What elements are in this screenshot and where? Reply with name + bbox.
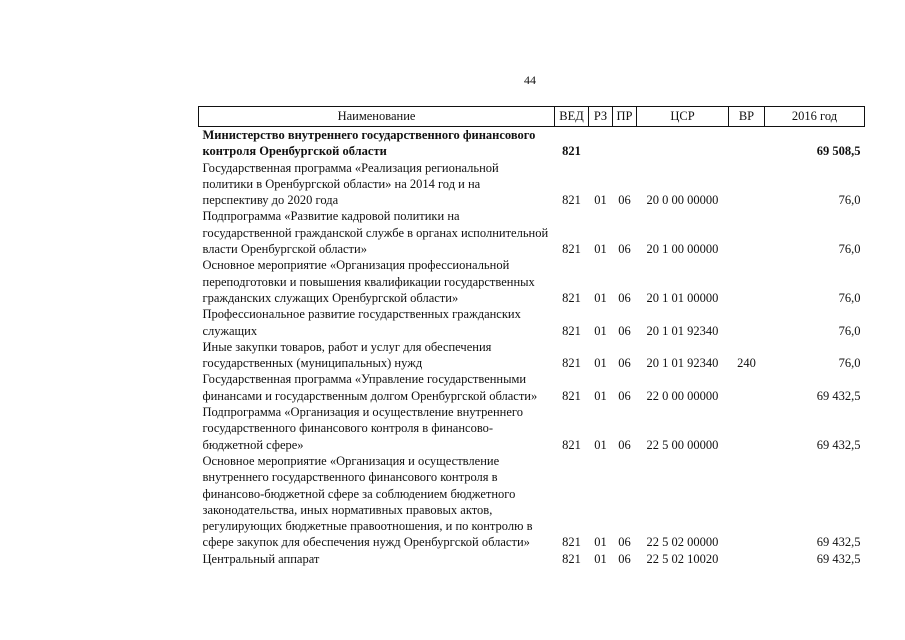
table-row: [199, 160, 865, 209]
cell-csr: 22 5 00 00000: [646, 437, 719, 452]
cell-name: Основное мероприятие «Организация профессиональной переподготовки и повышения квалификации государственных гражданских служащих Оренбургской области»: [202, 258, 535, 305]
cell-csr: 22 0 00 00000: [646, 388, 719, 403]
cell-vr: 240: [737, 356, 756, 371]
cell-csr: 22 5 02 10020: [646, 551, 719, 566]
cell-ved: 821: [562, 535, 581, 550]
table-row: [199, 404, 865, 453]
cell-vr: [729, 306, 765, 339]
cell-csr: 20 0 00 00000: [646, 193, 719, 208]
cell-sum: 69 508,5: [816, 144, 861, 159]
budget-table: [198, 106, 865, 567]
table-row: [199, 371, 865, 404]
cell-rz: 01: [594, 323, 607, 338]
cell-csr: [637, 127, 729, 160]
cell-name: Профессиональное развитие государственных гражданских служащих: [202, 307, 521, 338]
cell-csr: 20 1 01 00000: [646, 290, 719, 305]
cell-ved: 821: [562, 388, 581, 403]
cell-name: Подпрограмма «Развитие кадровой политики на государственной гражданской службе в органах исполнительной власти Оренбургской области»: [202, 209, 549, 257]
cell-name: Государственная программа «Реализация региональной политики в Оренбургской области» на 2014 год и на перспективу до 2020 года: [202, 160, 499, 208]
table-row: [199, 339, 865, 372]
table-row: [199, 453, 865, 551]
cell-pr: [613, 127, 637, 160]
cell-sum: 69 432,5: [816, 437, 861, 452]
table-row: [199, 306, 865, 339]
cell-pr: 06: [618, 551, 631, 566]
cell-ved: 821: [562, 144, 581, 159]
cell-vr: [729, 127, 765, 160]
cell-rz: [589, 127, 613, 160]
header-row: [199, 107, 865, 127]
cell-pr: 06: [618, 193, 631, 208]
cell-sum: 69 432,5: [816, 388, 861, 403]
cell-rz: 01: [594, 535, 607, 550]
cell-ved: 821: [562, 242, 581, 257]
cell-sum: 76,0: [838, 193, 861, 208]
cell-name: Министерство внутреннего государственного финансового контроля Оренбургской области: [202, 128, 536, 159]
header-csr: ЦСР: [637, 107, 729, 127]
cell-sum: 76,0: [838, 356, 861, 371]
cell-ved: 821: [562, 437, 581, 452]
cell-name: Подпрограмма «Организация и осуществление внутреннего государственного финансового контроля в финансово-бюджетной сфере»: [202, 405, 523, 452]
header-year: 2016 год: [765, 107, 865, 127]
cell-sum: 76,0: [838, 290, 861, 305]
cell-sum: 76,0: [838, 242, 861, 257]
table-row: [199, 257, 865, 306]
header-ved: ВЕД: [555, 107, 589, 127]
cell-name: Основное мероприятие «Организация и осуществление внутреннего государственного финансового контроля в финансово-бюджетной сфере за соблюдением бюджетного законодательства, иных нормативных правовых актов, регулирующих бюджетные правоотношения, и по контролю в сфере закупок для обеспечения нужд Оренбургской области»: [202, 453, 533, 550]
cell-rz: 01: [594, 437, 607, 452]
cell-vr: [729, 160, 765, 209]
header-rz: РЗ: [589, 107, 613, 127]
cell-name: Иные закупки товаров, работ и услуг для обеспечения государственных (муниципальных) нужд: [202, 339, 492, 371]
cell-csr: 20 1 01 92340: [646, 323, 719, 338]
table-body: [199, 127, 865, 568]
table-row: [199, 208, 865, 257]
cell-ved: 821: [562, 290, 581, 305]
cell-sum: 76,0: [838, 323, 861, 338]
cell-pr: 06: [618, 437, 631, 452]
cell-pr: 06: [618, 356, 631, 371]
cell-pr: 06: [618, 535, 631, 550]
cell-vr: [729, 453, 765, 551]
cell-name: Государственная программа «Управление государственными финансами и государственным долгом Оренбургской области»: [202, 372, 538, 403]
cell-ved: 821: [562, 356, 581, 371]
cell-csr: 20 1 01 92340: [646, 356, 719, 371]
cell-ved: 821: [562, 193, 581, 208]
cell-rz: 01: [594, 290, 607, 305]
cell-pr: 06: [618, 290, 631, 305]
cell-pr: 06: [618, 323, 631, 338]
cell-ved: 821: [562, 551, 581, 566]
table-header: [199, 107, 865, 127]
cell-pr: 06: [618, 242, 631, 257]
cell-rz: 01: [594, 193, 607, 208]
header-vr: ВР: [729, 107, 765, 127]
cell-rz: 01: [594, 356, 607, 371]
cell-rz: 01: [594, 242, 607, 257]
cell-csr: 22 5 02 00000: [646, 535, 719, 550]
cell-vr: [729, 208, 765, 257]
table-row: [199, 551, 865, 567]
cell-vr: [729, 404, 765, 453]
cell-sum: 69 432,5: [816, 551, 861, 566]
cell-ved: 821: [562, 323, 581, 338]
cell-vr: [729, 371, 765, 404]
cell-csr: 20 1 00 00000: [646, 242, 719, 257]
header-pr: ПР: [613, 107, 637, 127]
table-row: [199, 127, 865, 160]
cell-vr: [729, 257, 765, 306]
cell-sum: 69 432,5: [816, 535, 861, 550]
cell-pr: 06: [618, 388, 631, 403]
page-number: 44: [524, 73, 536, 87]
cell-rz: 01: [594, 551, 607, 566]
cell-name: Центральный аппарат: [202, 551, 320, 566]
cell-vr: [729, 551, 765, 567]
header-name: Наименование: [199, 107, 555, 127]
cell-rz: 01: [594, 388, 607, 403]
